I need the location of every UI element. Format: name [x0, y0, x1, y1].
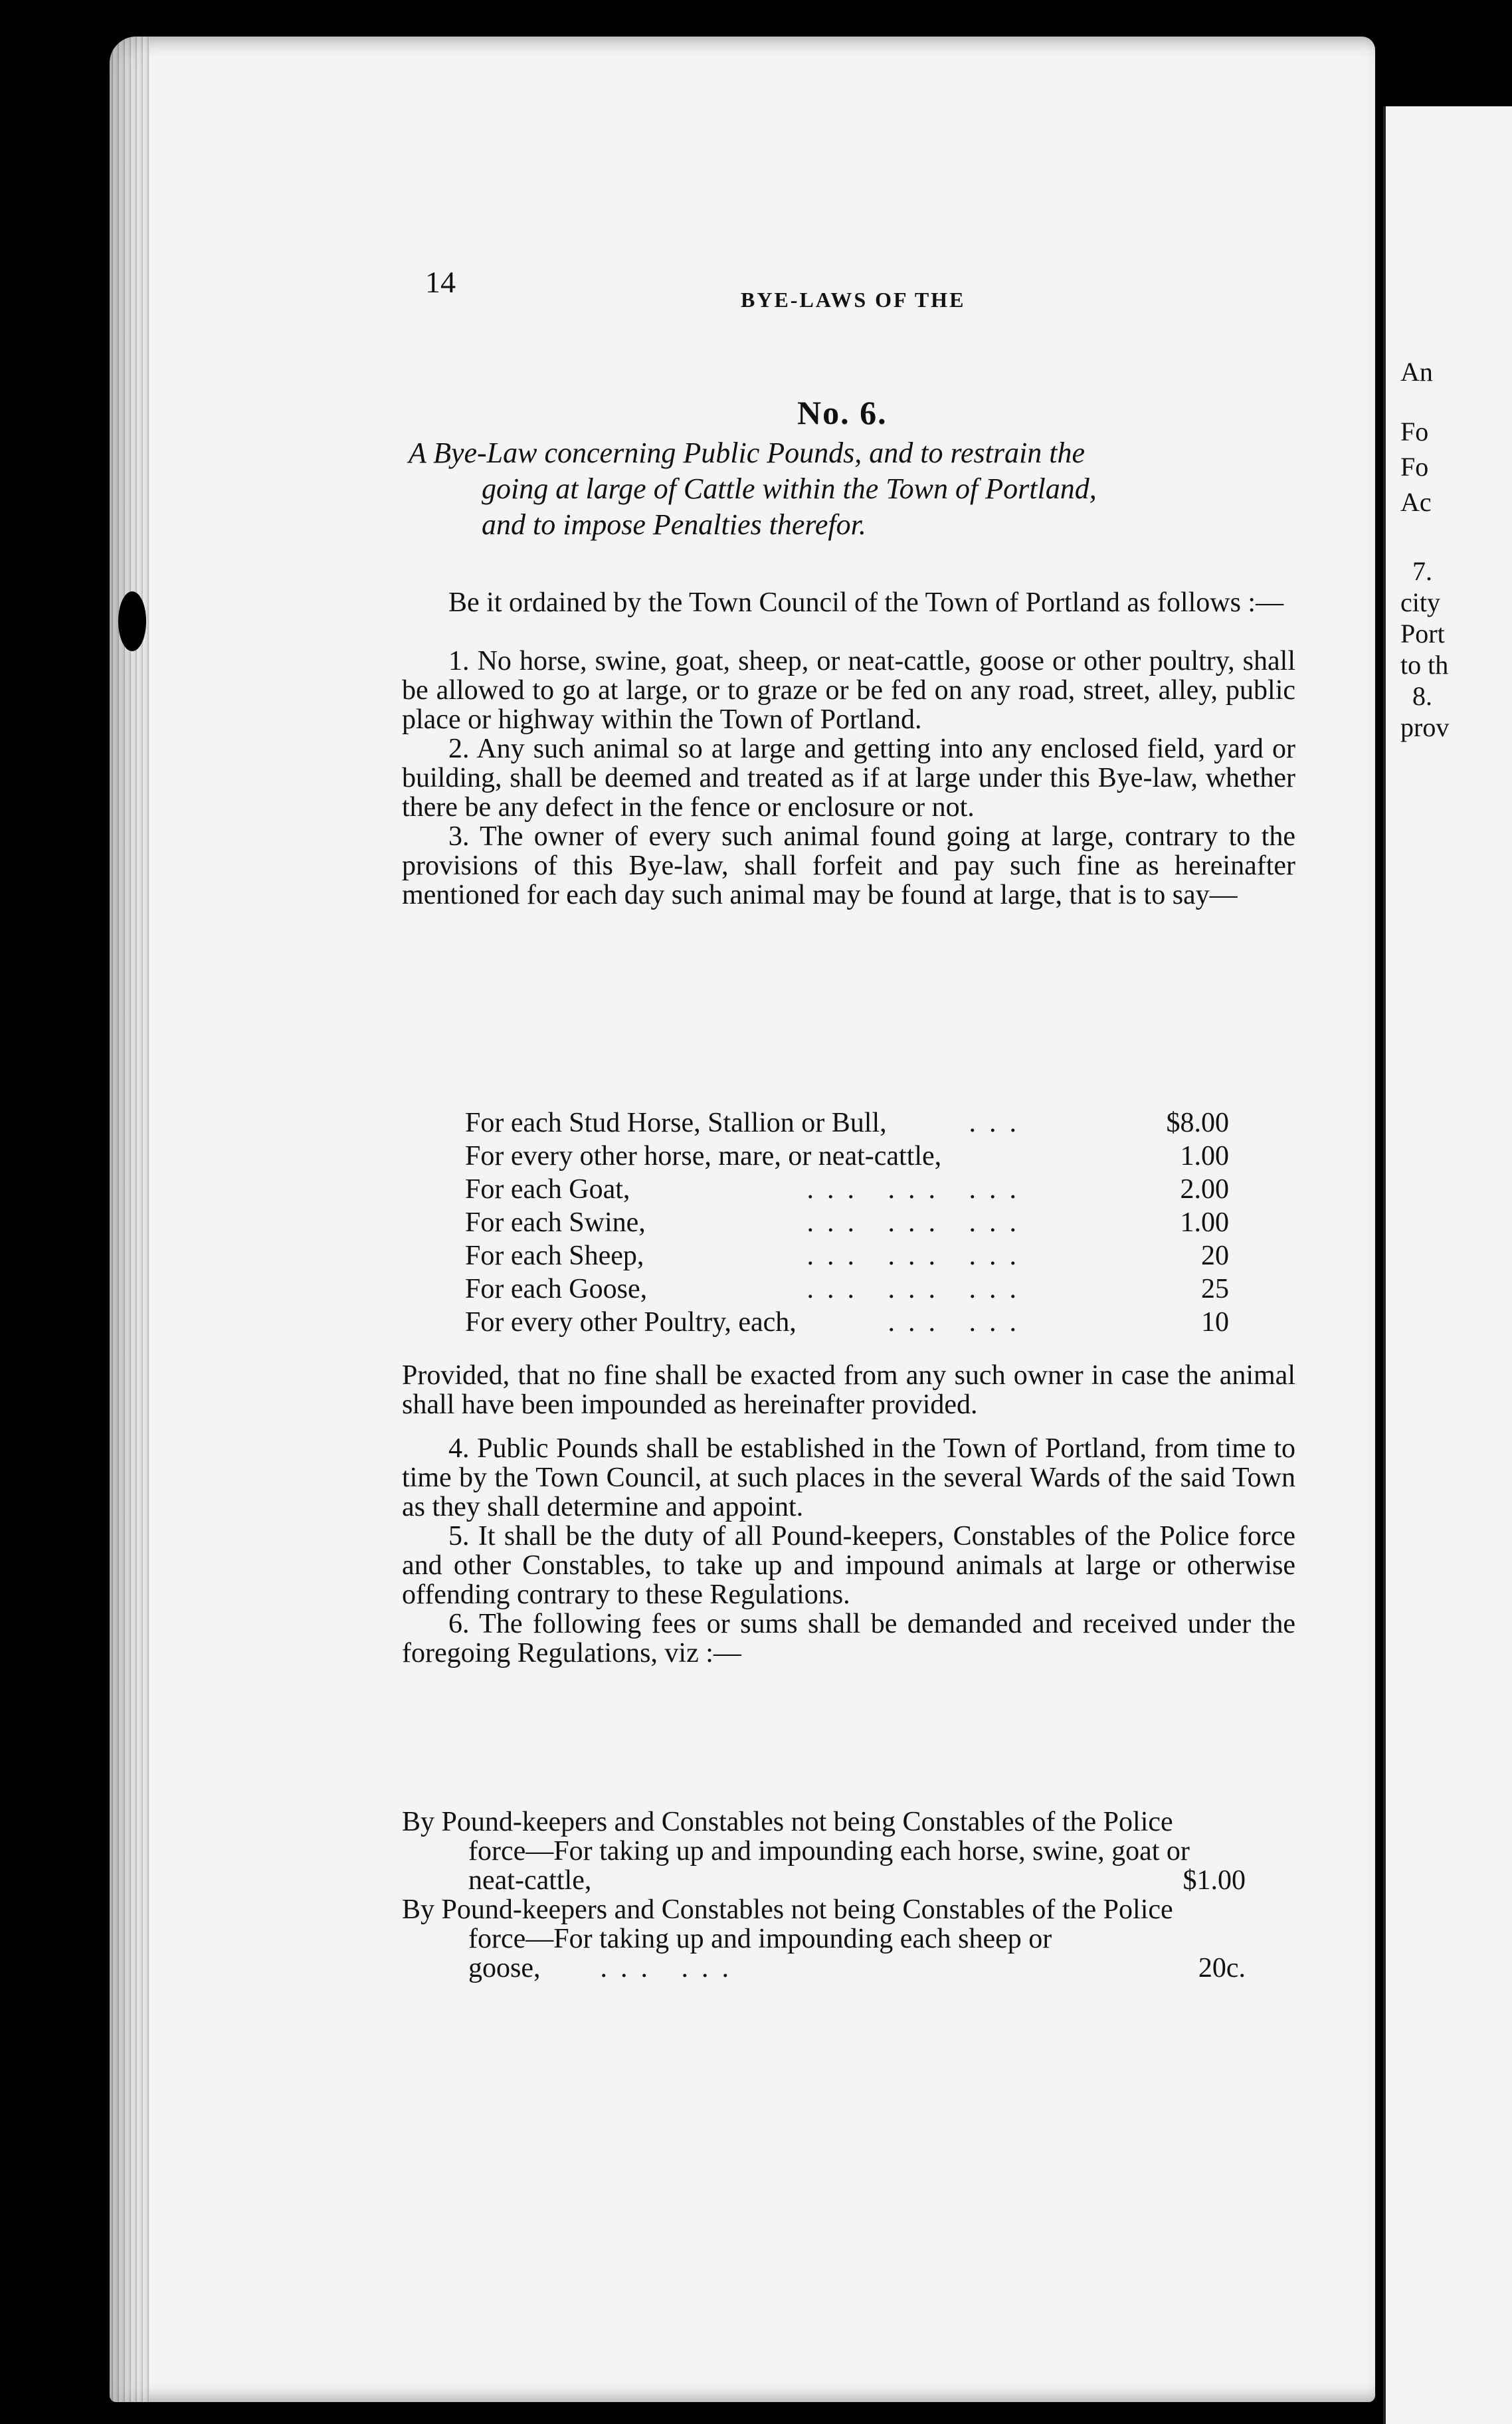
fine-label: For each Stud Horse, Stallion or Bull, [465, 1108, 887, 1138]
bylaw-number: No. 6. [797, 394, 888, 431]
section-5: 5. It shall be the duty of all Pound-keepers, Constables of the Police force and other Constables, to take up and impound animals at large or otherwise offending contrary to these Regulations. [402, 1521, 1295, 1610]
fee-amount: 20c. [1198, 1953, 1246, 1983]
body-lower [402, 1361, 1295, 1668]
section-6: 6. The following fees or sums shall be demanded and received under the foregoing Regulations, viz :— [402, 1609, 1295, 1668]
fine-row [465, 1272, 1229, 1306]
leader-dots: ... ... [888, 1307, 1030, 1338]
fine-amount: 2.00 [1180, 1174, 1229, 1205]
fine-label: For every other Poultry, each, [465, 1307, 797, 1338]
leader-dots: ... [969, 1108, 1030, 1138]
facing-page-fragment: Fo [1400, 452, 1429, 482]
leader-dots: ... ... ... [806, 1274, 1030, 1304]
facing-page-fragment: Ac [1400, 487, 1432, 517]
fine-amount: 1.00 [1180, 1141, 1229, 1171]
heading-line: A Bye-Law concerning Public Pounds, and to restrain the [409, 437, 1085, 469]
fine-row [465, 1239, 1229, 1272]
facing-page-fragment: 7. [1412, 556, 1432, 586]
ink-blot [118, 591, 146, 651]
section-2: 2. Any such animal so at large and getting into any enclosed field, yard or building, shall be deemed and treated as if at large under this Bye-law, whether there be any defect in the fence or enclosure or not. [402, 734, 1295, 823]
running-head: BYE-LAWS OF THE [741, 288, 966, 312]
enacting-clause: Be it ordained by the Town Council of the Town of Portland as follows :— [448, 587, 1284, 618]
fine-row [465, 1206, 1229, 1239]
heading-line: going at large of Cattle within the Town of Portland, [482, 472, 1097, 505]
leader-dots: ... ... ... [806, 1174, 1030, 1205]
facing-page [1383, 106, 1512, 2424]
fine-amount: 1.00 [1180, 1207, 1229, 1238]
fine-row [465, 1306, 1229, 1339]
body-upper [402, 588, 1295, 910]
fine-row [465, 1106, 1229, 1140]
facing-page-fragment: An [1400, 357, 1433, 387]
fine-amount: 10 [1201, 1307, 1229, 1338]
fee-text-body: By Pound-keepers and Constables not being Constables of the Police force—For taking up and impounding each sheep or goose, [402, 1894, 1173, 1983]
section-1: 1. No horse, swine, goat, sheep, or neat-cattle, goose or other poultry, shall be allowed to go at large, or to graze or be fed on any road, street, alley, public place or highway within the Town of Portland. [402, 646, 1295, 735]
leader-dots: ... ... ... [806, 1241, 1030, 1271]
fine-label: For each Sheep, [465, 1241, 644, 1271]
fine-amount: 20 [1201, 1241, 1229, 1271]
proviso: Provided, that no fine shall be exacted from any such owner in case the animal shall have been impounded as hereinafter provided. [402, 1360, 1295, 1420]
fine-label: For every other horse, mare, or neat-cattle, [465, 1141, 942, 1171]
facing-page-fragment: to th [1400, 650, 1449, 680]
fee-item [402, 1807, 1266, 1895]
facing-page-fragment: Fo [1400, 417, 1429, 447]
fine-label: For each Goose, [465, 1274, 648, 1304]
fee-text [402, 1895, 1192, 1983]
facing-page-fragment: prov [1400, 712, 1450, 742]
fine-label: For each Goat, [465, 1174, 630, 1205]
section-4: 4. Public Pounds shall be established in the Town of Portland, from time to time by the Town Council, at such places in the several Wards of the said Town as they shall determine and appoint. [402, 1433, 1295, 1522]
facing-page-fragment: Port [1400, 619, 1445, 649]
fine-label: For each Swine, [465, 1207, 646, 1238]
fee-text: By Pound-keepers and Constables not being Constables of the Police force—For taking up and impounding each horse, swine, goat or neat-cattle, [402, 1807, 1190, 1896]
fine-row [465, 1173, 1229, 1206]
leader-dots: ... ... [600, 1953, 742, 1983]
fee-amount: $1.00 [1182, 1865, 1246, 1896]
leader-dots: ... ... ... [806, 1207, 1030, 1238]
section-3: 3. The owner of every such animal found going at large, contrary to the provisions of this Bye-law, shall forfeit and pay such fine as hereinafter mentioned for each day such animal may be found at large, that is to say— [402, 821, 1295, 910]
bylaw-heading [409, 435, 1295, 543]
fee-schedule [402, 1807, 1266, 1983]
page-number: 14 [425, 265, 456, 299]
facing-page-fragment: 8. [1412, 681, 1432, 711]
fee-item [402, 1895, 1266, 1983]
heading-line: and to impose Penalties therefor. [482, 508, 866, 541]
fine-row [465, 1140, 1229, 1173]
facing-page-fragment: city [1400, 587, 1440, 617]
page-edge-shadow [110, 37, 149, 2402]
fine-amount: 25 [1201, 1274, 1229, 1304]
fine-amount: $8.00 [1166, 1108, 1229, 1138]
fine-schedule [465, 1106, 1229, 1339]
